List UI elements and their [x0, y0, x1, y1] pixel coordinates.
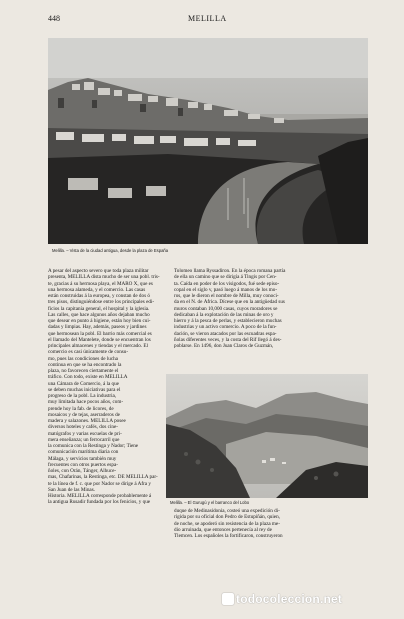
text-line: rigida por su oficial don Pedro de Estupiñán, quien, — [174, 514, 280, 521]
text-line: ficios la capitanía general, el hospital y la iglesia. — [48, 305, 150, 312]
text-line: que desear en punto á higiene, están hoy bien cui- — [48, 318, 151, 324]
text-line: San Juan de las Minas. — [48, 486, 95, 493]
text-line: poblarse. En 1496, don Juan Claros de Guzmán, — [174, 343, 274, 349]
text-line: industrias y un activo comercio. A poco de la fun- — [174, 324, 277, 331]
text-line: dación, se vieron atacados por las escuadras espa- — [174, 330, 277, 337]
photo-gurugu-caption: Melilla. – El Gurugú y el barranco del Lobo — [170, 500, 250, 505]
text-column-left — [48, 268, 162, 506]
text-line: ta. Caída en poder de los visigodos, fué sede episo- — [174, 280, 280, 287]
text-line: presenta, MELILLA dista mucho de ser una pobl. tris- — [48, 274, 160, 281]
text-line: una Cámara de Comercio, á la que — [48, 380, 119, 387]
text-line: hierro y á la pesca de perlas, y establecieron muchas — [174, 318, 282, 324]
text-line: mo, pues las condiciones de lucha — [48, 355, 118, 362]
text-line: el llamado del Mantelete, donde se encuentran los — [48, 336, 151, 343]
text-line: principales almacenes y tiendas y el mercado. El — [48, 343, 148, 349]
text-line: dedicaban á la explotación de las minas de oro y — [174, 311, 274, 318]
text-line: que hermosean la pobl. El barrio más comercial es — [48, 330, 152, 337]
text-line: te, gracias á su hermosa playa, el MARO X, que es — [48, 280, 153, 287]
text-line: madera y salazones. MELILLA posee — [48, 418, 126, 424]
text-line: Las calles, que hace algunos años dejaban mucho — [48, 311, 150, 318]
text-line: copal en el siglo v, pasó luego á manos de los mo- — [174, 286, 278, 293]
text-line: mera enseñanza; un ferrocarril que — [48, 436, 120, 443]
text-line: ñolas diferentes veces, y la costa del Rif llegó á des- — [174, 336, 282, 343]
page-number: 448 — [48, 14, 60, 23]
photo-gurugu — [166, 374, 368, 498]
text-line: ñoles, con Orán, Tánger, Alhuce- — [48, 468, 117, 474]
photo-old-city — [48, 38, 368, 244]
photo-old-city-caption: Melilla. – Vista de la ciudad antigua, desde la plaza de España — [52, 248, 169, 253]
text-line: mas, Chafarinas, la Restinga, etc. DE MELILLA par- — [48, 474, 158, 481]
text-line: tres pisos, distinguiéndose entre los principales edi- — [48, 299, 155, 306]
text-line: matógrafos y varias escuelas de pri- — [48, 430, 122, 437]
text-line: Tolomeo llama Ryssadiron. En la época romana partía — [174, 268, 286, 274]
text-line: se deben muchas iniciativas para el — [48, 386, 121, 393]
text-line: de ella un camino que se dirigía á Tingis por Cen- — [174, 274, 277, 281]
text-line: están construidas á la europea, y constan de dos ó — [48, 293, 150, 299]
text-line: muros contaban 10,000 casas, cuyos moradores se — [174, 305, 278, 312]
text-column-right-top — [174, 268, 368, 349]
text-line: diversos hoteles y cafés, dos cine- — [48, 424, 118, 431]
text-line: de noche, se apoderó sin resistencia de la plaza me- — [174, 520, 280, 527]
text-line: una hermosa alameda, y el comercio. Las casas — [48, 286, 146, 293]
text-line: continua en que se ha encontrado la — [48, 361, 122, 368]
todocoleccion-logo-icon — [222, 593, 234, 605]
text-line: plaza, no favorecen ciertamente el — [48, 368, 119, 374]
text-line: mosaicos y de tejas, aserraderos de — [48, 411, 120, 418]
text-line: la antigua Rusadir fundada por los fenicios, y que — [48, 499, 151, 506]
text-line: comercio es casi únicamente de consu- — [48, 349, 129, 356]
text-line: Málaga, y servicios también muy — [48, 455, 117, 462]
text-line: Tlemcen. Los españoles la fortificaron, construyeron — [174, 533, 283, 539]
text-line: progreso de la pobl. La industria, — [48, 393, 117, 399]
text-column-right-bottom — [174, 508, 368, 539]
text-line: ros, que le dieron el nombre de Milla, muy conoci- — [174, 293, 279, 299]
text-line: dadas y limpias. Hay, además, paseos y jardines — [48, 324, 147, 331]
page-header — [48, 14, 370, 26]
text-line: te la línea de f. c. que por Nador se dirige á Afra y — [48, 480, 151, 487]
text-line: muy limitada hace pocos años, com- — [48, 399, 124, 406]
text-line: prende hoy la fab. de licores, de — [48, 405, 114, 412]
text-line: duque de Medinasidonia, costeó una expedición di- — [174, 508, 280, 514]
watermark-text: todocoleccion.net — [236, 592, 343, 606]
running-title: MELILLA — [188, 14, 227, 23]
text-line: comunicación marítima diaria con — [48, 449, 119, 456]
text-line: da en el N. de África. Dícese que en la antigüedad sus — [174, 299, 285, 306]
text-line: Historia. MELILLA corresponde probablemente á — [48, 493, 152, 499]
text-line: frecuentes con otros puertos espa- — [48, 461, 118, 468]
watermark — [222, 592, 342, 606]
text-line: tráfico. Con todo, existe en MELILLA — [48, 374, 128, 381]
text-line: A pesar del aspecto severo que toda plaza militar — [48, 268, 149, 274]
text-line: dio arruinada, que entonces pertenecía al rey de — [174, 526, 272, 533]
text-line: la comunica con la Restinga y Nador; Tiene — [48, 443, 139, 449]
